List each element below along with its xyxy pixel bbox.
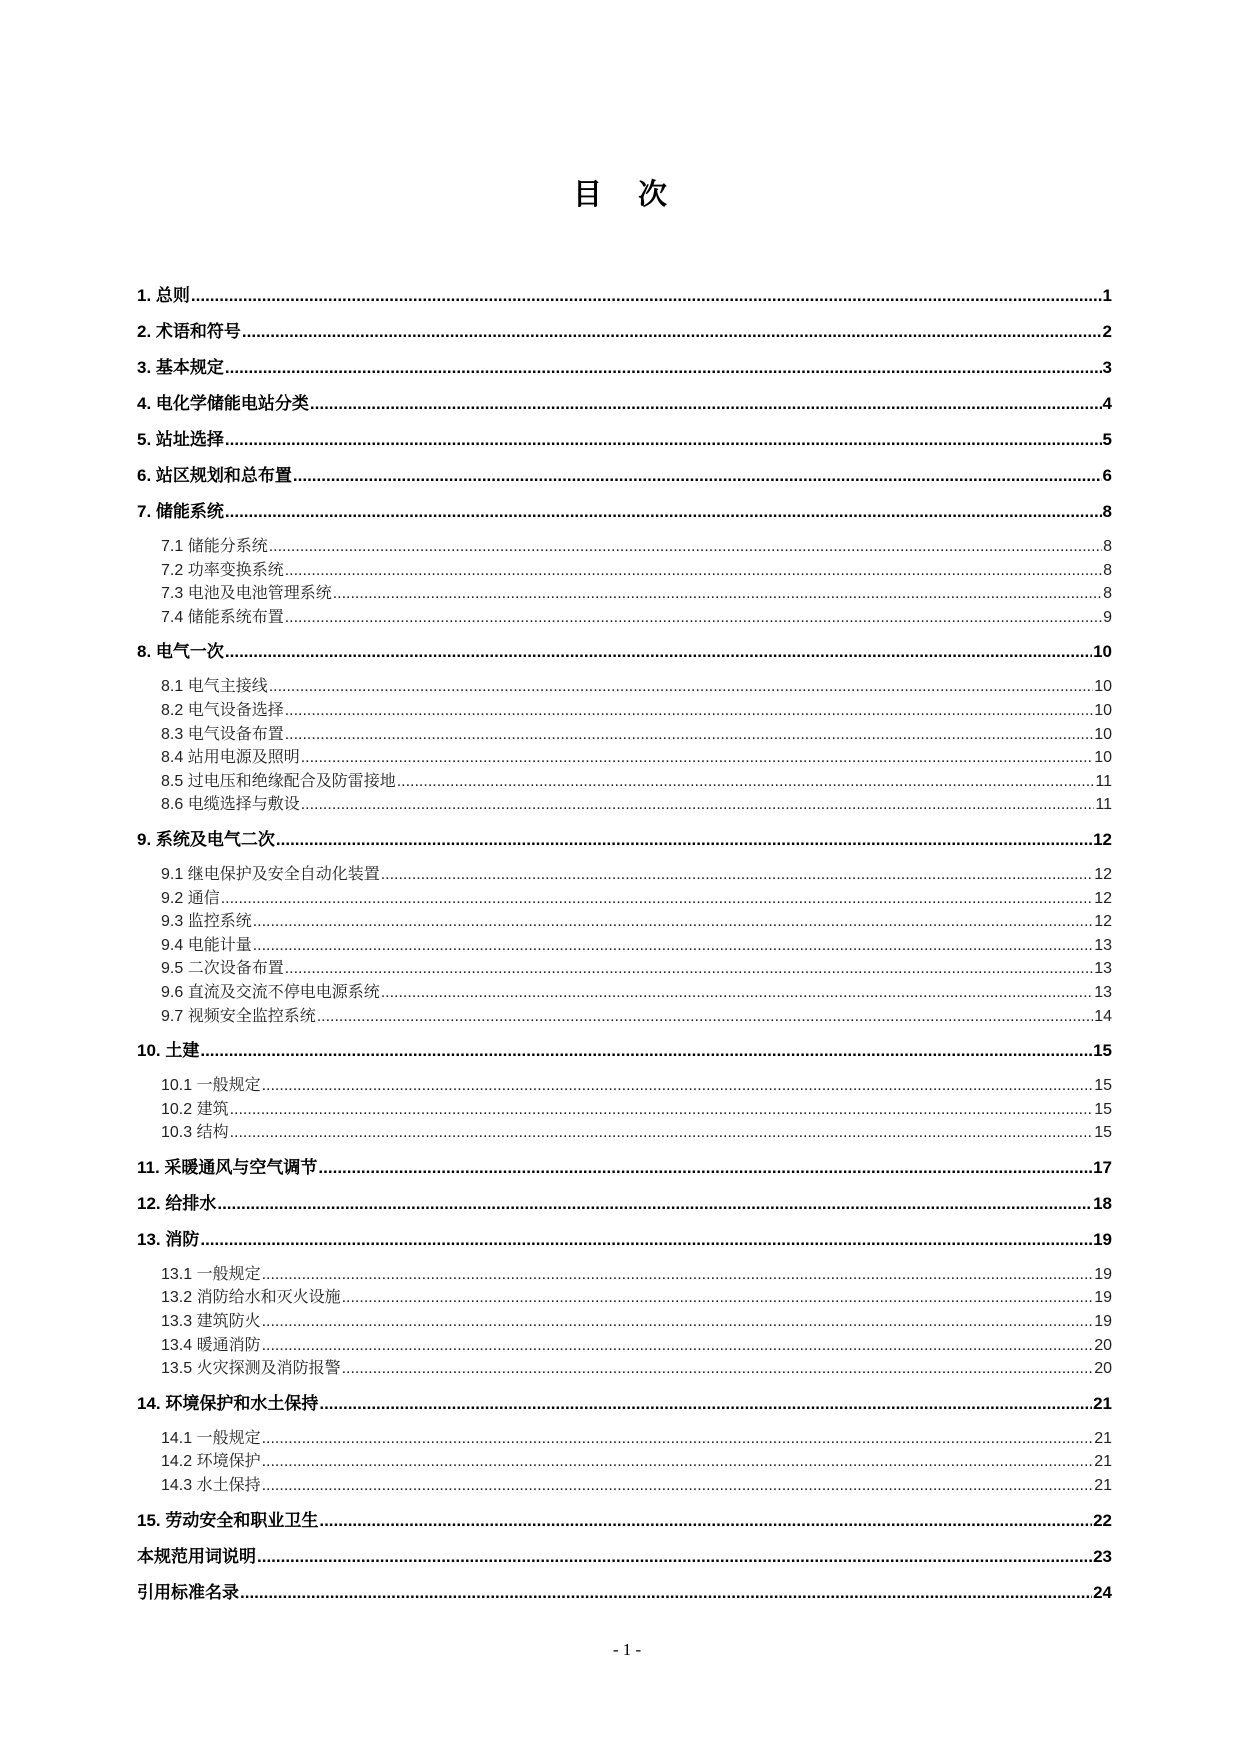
dot-leader (342, 1357, 1094, 1381)
toc-subentry[interactable] (137, 1005, 1112, 1029)
dot-leader (217, 1186, 1092, 1222)
dot-leader (285, 559, 1102, 583)
toc-entry-page: 15 (1094, 1077, 1112, 1095)
toc-entry-page: 12 (1094, 865, 1112, 883)
toc-entry[interactable] (137, 1575, 1112, 1611)
toc-entry[interactable] (137, 1033, 1112, 1069)
toc-subentry[interactable] (137, 770, 1112, 794)
toc-entry-label: 14. 环境保护和水土保持 (137, 1393, 319, 1413)
dot-leader (240, 1575, 1092, 1611)
toc-entry-page: 10 (1094, 725, 1112, 743)
toc-entry-page: 14 (1094, 1007, 1112, 1025)
toc-entry-label: 9.5 二次设备布置 (161, 960, 284, 978)
toc-entry-page: 19 (1094, 1313, 1112, 1331)
dot-leader (285, 957, 1094, 981)
toc-entry-label: 7. 储能系统 (137, 502, 224, 521)
dot-leader (318, 1150, 1092, 1186)
toc-subentry[interactable] (137, 1286, 1112, 1310)
dot-leader (225, 350, 1102, 386)
toc-entry[interactable] (137, 494, 1112, 530)
dot-leader (285, 606, 1102, 630)
toc-entry-label: 9.3 监控系统 (161, 913, 252, 931)
toc-entry-label: 14.3 水土保持 (161, 1477, 261, 1495)
toc-subentry[interactable] (137, 606, 1112, 630)
toc-entry-page: 8 (1103, 585, 1112, 603)
dot-leader (262, 1263, 1094, 1287)
toc-entry-page: 10 (1094, 678, 1112, 696)
toc-entry[interactable] (137, 1186, 1112, 1222)
toc-entry-label: 10. 土建 (137, 1041, 200, 1061)
toc-entry-label: 8.5 过电压和绝缘配合及防雷接地 (161, 772, 396, 790)
dot-leader (225, 422, 1102, 458)
toc-entry-page: 23 (1093, 1546, 1112, 1566)
toc-subentry[interactable] (137, 863, 1112, 887)
toc-entry-page: 2 (1102, 322, 1112, 341)
toc-entry-page: 15 (1093, 1041, 1112, 1061)
dot-leader (262, 1310, 1094, 1334)
toc-subentry[interactable] (137, 675, 1112, 699)
dot-leader (285, 699, 1094, 723)
toc-subentry[interactable] (137, 699, 1112, 723)
dot-leader (293, 458, 1102, 494)
toc-entry[interactable] (137, 386, 1112, 422)
toc-subsection-group (137, 1422, 1112, 1503)
toc-entry[interactable] (137, 1386, 1112, 1422)
toc-subentry[interactable] (137, 746, 1112, 770)
dot-leader (253, 934, 1094, 958)
toc-entry-label: 13.5 火灾探测及消防报警 (161, 1360, 341, 1378)
toc-entry-label: 15. 劳动安全和职业卫生 (137, 1510, 319, 1530)
toc-subentry[interactable] (137, 1427, 1112, 1451)
dot-leader (262, 1450, 1094, 1474)
toc-entry-page: 1 (1102, 286, 1112, 305)
toc-entry-label: 12. 给排水 (137, 1193, 217, 1213)
toc-entry-label: 8.3 电气设备布置 (161, 725, 284, 743)
toc-entry-page: 12 (1094, 889, 1112, 907)
dot-leader (262, 1074, 1094, 1098)
dot-leader (285, 723, 1094, 747)
toc-entry-label: 8.6 电缆选择与敷设 (161, 796, 300, 814)
toc-subsection-group (137, 530, 1112, 634)
dot-leader (381, 863, 1094, 887)
toc-entry-label: 13.4 暖通消防 (161, 1336, 261, 1354)
toc-subentry[interactable] (137, 1121, 1112, 1145)
toc-entry-label: 13.2 消防给水和灭火设施 (161, 1289, 341, 1307)
dot-leader (225, 494, 1102, 530)
toc-entry-page: 3 (1102, 358, 1112, 377)
dot-leader (269, 535, 1102, 559)
toc-subentry[interactable] (137, 1474, 1112, 1498)
toc-entry-label: 10.3 结构 (161, 1124, 229, 1142)
dot-leader (319, 1386, 1092, 1422)
toc-subentry[interactable] (137, 1450, 1112, 1474)
toc-subentry[interactable] (137, 793, 1112, 817)
toc-subentry[interactable] (137, 559, 1112, 583)
toc-entry-page: 21 (1094, 1429, 1112, 1447)
toc-entry-label: 6. 站区规划和总布置 (137, 466, 292, 485)
dot-leader (200, 1033, 1092, 1069)
toc-subentry[interactable] (137, 981, 1112, 1005)
toc-subentry[interactable] (137, 1310, 1112, 1334)
dot-leader (230, 1098, 1094, 1122)
dot-leader (317, 1005, 1094, 1029)
toc-entry-label: 2. 术语和符号 (137, 322, 241, 341)
toc-entry-page: 10 (1094, 749, 1112, 767)
toc-subentry[interactable] (137, 957, 1112, 981)
toc-entry-label: 7.3 电池及电池管理系统 (161, 585, 332, 603)
toc-entry-page: 20 (1094, 1336, 1112, 1354)
toc-entry-page: 5 (1102, 430, 1112, 449)
toc-subentry[interactable] (137, 1263, 1112, 1287)
toc-entry-page: 10 (1094, 701, 1112, 719)
toc-entry-page: 19 (1093, 1229, 1112, 1249)
dot-leader (342, 1286, 1094, 1310)
toc-subentry[interactable] (137, 1098, 1112, 1122)
page-title: 目 次 (572, 179, 682, 211)
toc-entry[interactable] (137, 350, 1112, 386)
toc-entry-page: 17 (1093, 1157, 1112, 1177)
toc-entry-page: 8 (1103, 561, 1112, 579)
toc-entry[interactable] (137, 278, 1112, 314)
toc-entry-label: 8.4 站用电源及照明 (161, 749, 300, 767)
toc-entry-page: 13 (1094, 960, 1112, 978)
toc-entry-label: 14.2 环境保护 (161, 1453, 261, 1471)
toc-entry-page: 22 (1093, 1510, 1112, 1530)
dot-leader (221, 887, 1094, 911)
toc-subentry[interactable] (137, 1074, 1112, 1098)
toc-entry-page: 21 (1093, 1393, 1112, 1413)
toc-entry-page: 24 (1093, 1582, 1112, 1602)
toc-subsection-group (137, 670, 1112, 822)
toc-entry-page: 6 (1102, 466, 1112, 485)
toc-entry-label: 10.1 一般规定 (161, 1077, 261, 1095)
toc-entry-label: 4. 电化学储能电站分类 (137, 394, 309, 413)
toc-entry[interactable] (137, 314, 1112, 350)
dot-leader (310, 386, 1102, 422)
dot-leader (301, 746, 1094, 770)
toc-entry-label: 13.3 建筑防火 (161, 1313, 261, 1331)
toc-entry-label: 13.1 一般规定 (161, 1265, 261, 1283)
toc-entry-page: 4 (1102, 394, 1112, 413)
toc-subentry[interactable] (137, 723, 1112, 747)
toc-entry-page: 12 (1093, 829, 1112, 849)
toc-entry-label: 8. 电气一次 (137, 642, 224, 662)
toc-entry-page: 21 (1094, 1477, 1112, 1495)
toc-entry-page: 15 (1094, 1124, 1112, 1142)
dot-leader (276, 822, 1092, 858)
toc-entry-page: 13 (1094, 936, 1112, 954)
page-number: - 1 - (612, 1640, 642, 1659)
toc-entry-label: 7.4 储能系统布置 (161, 608, 284, 626)
toc-entry-page: 11 (1095, 796, 1112, 814)
toc-entry[interactable] (137, 1503, 1112, 1539)
toc-entry[interactable] (137, 458, 1112, 494)
toc-entry[interactable] (137, 1222, 1112, 1258)
toc-entry-label: 3. 基本规定 (137, 358, 224, 377)
toc-entry-label: 7.2 功率变换系统 (161, 561, 284, 579)
dot-leader (257, 1539, 1092, 1575)
toc-entry[interactable] (137, 1539, 1112, 1575)
toc-subentry[interactable] (137, 535, 1112, 559)
toc-entry-label: 7.1 储能分系统 (161, 538, 268, 555)
toc-entry-page: 20 (1094, 1360, 1112, 1378)
dot-leader (225, 634, 1092, 670)
toc-entry-page: 8 (1102, 502, 1112, 521)
toc-entry-label: 13. 消防 (137, 1229, 200, 1249)
toc-subsection-group (137, 1069, 1112, 1150)
toc-entry-label: 11. 采暖通风与空气调节 (137, 1157, 318, 1177)
dot-leader (262, 1334, 1094, 1358)
toc-subentry[interactable] (137, 582, 1112, 606)
toc-entry-label: 5. 站址选择 (137, 430, 224, 449)
toc-entry-label: 1. 总则 (137, 286, 190, 305)
toc-entry-label: 引用标准名录 (137, 1582, 239, 1602)
toc-subentry[interactable] (137, 934, 1112, 958)
toc-entry-page: 15 (1094, 1100, 1112, 1118)
toc-entry[interactable] (137, 422, 1112, 458)
toc-entry-page: 13 (1094, 983, 1112, 1001)
toc-subsection-group (137, 858, 1112, 1033)
toc-entry-label: 9. 系统及电气二次 (137, 829, 275, 849)
toc-entry[interactable] (137, 634, 1112, 670)
dot-leader (242, 314, 1102, 350)
toc-entry-page: 9 (1103, 608, 1112, 626)
toc-entry[interactable] (137, 822, 1112, 858)
toc-subentry[interactable] (137, 1334, 1112, 1358)
toc-entry-label: 9.4 电能计量 (161, 936, 252, 954)
dot-leader (397, 770, 1095, 794)
dot-leader (262, 1474, 1094, 1498)
toc-entry-page: 21 (1094, 1453, 1112, 1471)
toc-entry-page: 8 (1103, 538, 1112, 555)
dot-leader (253, 910, 1094, 934)
dot-leader (269, 675, 1094, 699)
dot-leader (262, 1427, 1094, 1451)
toc-entry-page: 12 (1094, 913, 1112, 931)
toc-subentry[interactable] (137, 887, 1112, 911)
toc-entry-page: 11 (1095, 772, 1112, 790)
toc-entry-label: 8.2 电气设备选择 (161, 701, 284, 719)
toc-entry-label: 9.2 通信 (161, 889, 220, 907)
toc-entry-label: 8.1 电气主接线 (161, 678, 268, 696)
toc-entry-label: 9.1 继电保护及安全自动化装置 (161, 865, 380, 883)
toc-entry-page: 18 (1093, 1193, 1112, 1213)
dot-leader (230, 1121, 1094, 1145)
toc-entry-label: 本规范用词说明 (137, 1546, 256, 1566)
toc-entry-page: 19 (1094, 1289, 1112, 1307)
toc-entry-label: 10.2 建筑 (161, 1100, 229, 1118)
dot-leader (191, 278, 1102, 314)
dot-leader (301, 793, 1095, 817)
toc-entry-page: 10 (1093, 642, 1112, 662)
toc-entry-label: 14.1 一般规定 (161, 1429, 261, 1447)
dot-leader (319, 1503, 1092, 1539)
table-of-contents (137, 278, 1112, 1611)
toc-entry-label: 9.6 直流及交流不停电电源系统 (161, 983, 380, 1001)
toc-entry-label: 9.7 视频安全监控系统 (161, 1007, 316, 1025)
toc-entry-page: 19 (1094, 1265, 1112, 1283)
dot-leader (381, 981, 1094, 1005)
dot-leader (200, 1222, 1092, 1258)
toc-entry[interactable] (137, 1150, 1112, 1186)
dot-leader (333, 582, 1102, 606)
toc-subsection-group (137, 1258, 1112, 1386)
toc-subentry[interactable] (137, 1357, 1112, 1381)
toc-subentry[interactable] (137, 910, 1112, 934)
